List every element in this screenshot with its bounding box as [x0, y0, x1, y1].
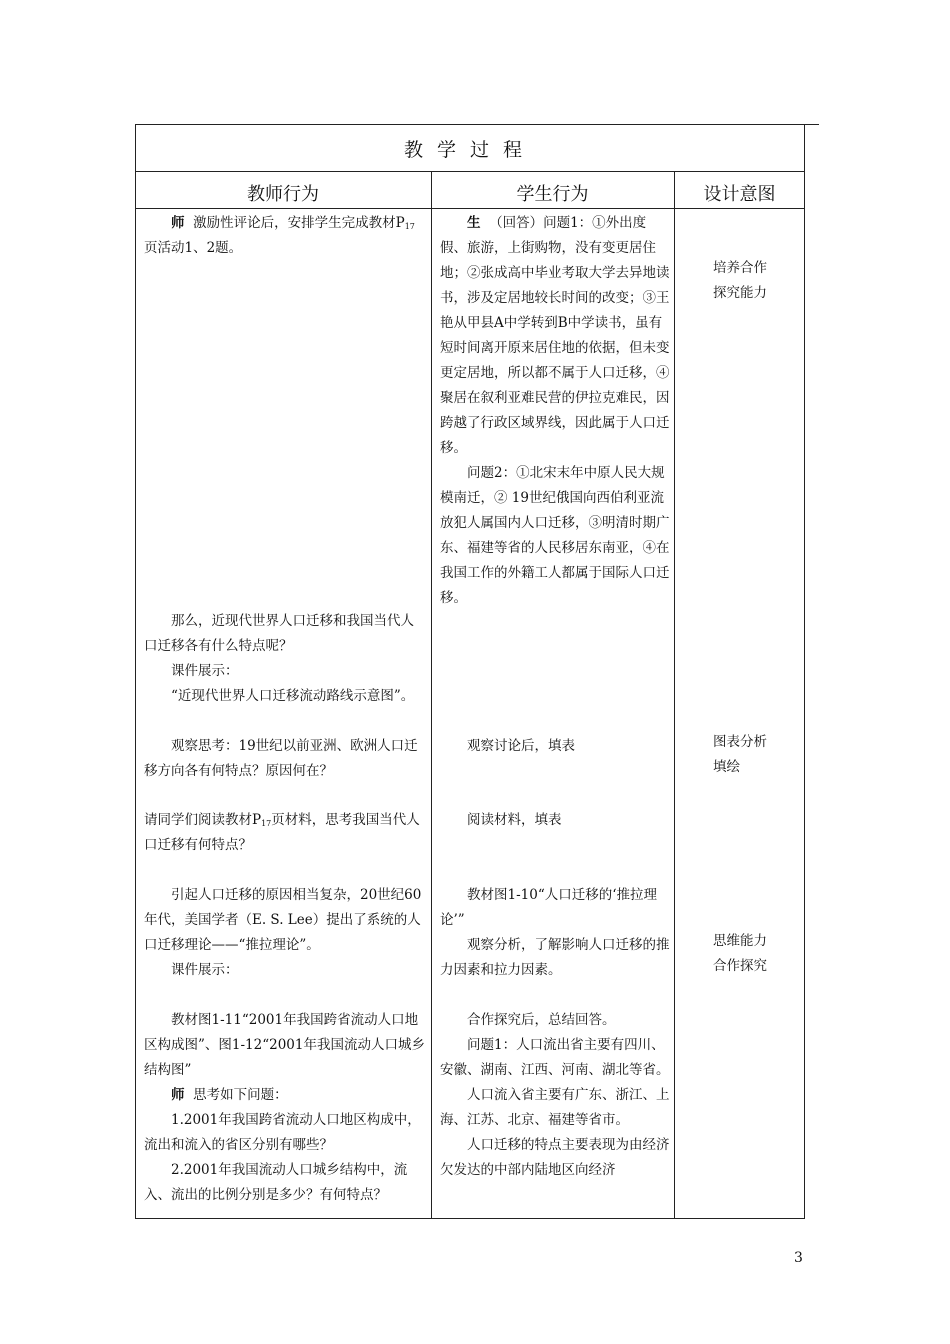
teacher-activity-assign	[144, 211, 426, 261]
teacher-role: 师	[171, 215, 185, 231]
student-answers-block	[440, 211, 670, 611]
teacher-courseware: 课件展示：	[171, 663, 239, 679]
teacher-theory-text: 引起人口迁移的原因相当复杂，20世纪60年代，美国学者（E. S. Lee）提出了系统的人口迁移理论——“推拉理论”。	[144, 887, 422, 953]
header-divider	[135, 208, 805, 209]
teacher-question: 那么，近现代世界人口迁移和我国当代人口迁移各有什么特点呢？	[144, 613, 414, 654]
student-cooperation-block	[440, 1008, 670, 1183]
teacher-map-title: “近现代世界人口迁移流动路线示意图”。	[171, 688, 415, 704]
header-student: 学生行为	[516, 184, 589, 205]
student-answer-2: 问题2：①北宋末年中原人民大规模南迁，② 19世纪俄国向西伯利亚流放犯人属国内人口迁移，③明清时期广东、福建等省的人民移居东南亚，④在我国工作的外籍工人都属于国际人口迁移。	[440, 465, 670, 606]
page-number: 3	[794, 1250, 803, 1266]
teacher-question-2: 2.2001年我国流动人口城乡结构中，流入、流出的比例分别是多少？有何特点？	[144, 1162, 408, 1203]
header-teacher: 教师行为	[247, 184, 319, 205]
design-intent-3	[713, 929, 803, 979]
student-migration-trait: 人口迁移的特点主要表现为由经济欠发达的中部内陆地区向经济	[440, 1137, 670, 1178]
design-intent-1	[713, 256, 803, 306]
teacher-assign-sub: 17	[404, 222, 415, 231]
teacher-role-2: 师	[171, 1087, 185, 1103]
header-design: 设计意图	[703, 184, 776, 205]
teacher-theory	[144, 883, 426, 983]
teacher-reading-text: 请同学们阅读教材P	[144, 812, 262, 828]
student-fill-table	[440, 734, 670, 759]
design-intent-1a: 培养合作	[713, 260, 767, 276]
design-intent-3a: 思维能力	[713, 933, 767, 949]
teacher-assign-tail: 页活动1、2题。	[144, 240, 243, 256]
student-read-text: 阅读材料，填表	[467, 812, 562, 828]
teacher-observe	[144, 734, 426, 784]
column-divider-1	[431, 171, 432, 1219]
student-outflow: 问题1：人口流出省主要有四川、安徽、湖南、江西、河南、湖北等省。	[440, 1037, 670, 1078]
design-intent-2a: 图表分析	[713, 734, 767, 750]
teacher-reading	[144, 808, 426, 858]
teacher-question-1: 1.2001年我国跨省流动人口地区构成中，流出和流入的省区分别有哪些？	[144, 1112, 421, 1153]
design-intent-2b: 填绘	[713, 759, 740, 775]
teacher-think: 思考如下问题：	[193, 1087, 288, 1103]
table-edge-stub	[805, 124, 819, 125]
teacher-courseware-2: 课件展示：	[171, 962, 239, 978]
student-analysis: 观察分析，了解影响人口迁移的推力因素和拉力因素。	[440, 937, 670, 978]
teacher-question-block	[144, 609, 426, 709]
student-role: 生	[467, 215, 481, 231]
teacher-questions-block	[144, 1008, 426, 1208]
teacher-reading-sub: 17	[261, 819, 272, 828]
column-divider-2	[674, 171, 675, 1219]
student-summary: 合作探究后，总结回答。	[467, 1012, 616, 1028]
teacher-assign-text: 激励性评论后，安排学生完成教材P	[193, 215, 405, 231]
design-intent-3b: 合作探究	[713, 958, 767, 974]
teacher-reading-tail: 页材料，思考我国当代人口迁移有何特点？	[144, 812, 420, 853]
teacher-figures: 教材图1-11“2001年我国跨省流动人口地区构成图”、图1-12“2001年我国流动人口城乡结构图”	[144, 1012, 425, 1078]
student-read	[440, 808, 670, 833]
design-intent-2	[713, 730, 803, 780]
design-intent-1b: 探究能力	[713, 285, 767, 301]
student-inflow: 人口流入省主要有广东、浙江、上海、江苏、北京、福建等省市。	[440, 1087, 670, 1128]
student-theory-block	[440, 883, 670, 983]
teacher-observe-text: 观察思考：19世纪以前亚洲、欧洲人口迁移方向各有何特点？原因何在？	[144, 738, 418, 779]
student-answer-1: （回答）问题1：①外出度假、旅游，上街购物，没有变更居住地；②张成高中毕业考取大学去异地读书，涉及定居地较长时间的改变；③王艳从甲县A中学转到B中学读书，虽有短时间离开原来居住地的依据，但未变更定居地，所以都不属于人口迁移，④聚居在叙利亚难民营的伊拉克难民，因跨越了行政区域界线，因此属于人口迁移。	[440, 215, 670, 456]
title-divider	[135, 171, 805, 172]
table-title: 教学过程	[403, 139, 536, 161]
student-figure: 教材图1-10“人口迁移的‘推拉理论’”	[440, 887, 658, 928]
student-fill-table-text: 观察讨论后，填表	[467, 738, 575, 754]
